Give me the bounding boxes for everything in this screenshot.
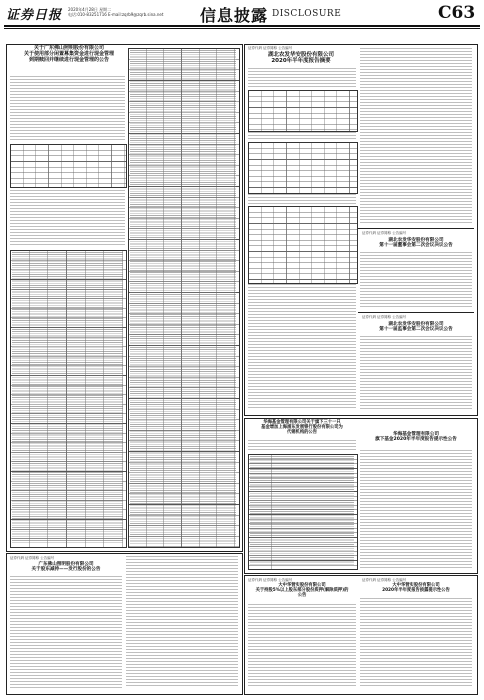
text-block	[248, 440, 356, 452]
text-block	[360, 252, 472, 308]
article-title	[14, 46, 124, 63]
header-rule	[4, 25, 480, 27]
header-date: 2020年4月28日 星期二	[68, 7, 112, 12]
stock-code-line: 证券代码 证券简称 公告编号	[10, 556, 55, 560]
text-block	[360, 450, 472, 568]
section-title: 信息披露	[200, 6, 269, 25]
title-line: 基金增加上海浦东发展银行股份有限公司为	[261, 424, 343, 430]
text-block	[126, 556, 238, 688]
title-line: 湖北农发华安股份有限公司	[267, 52, 334, 58]
divider	[358, 228, 474, 229]
text-block	[10, 190, 125, 246]
text-block	[360, 598, 472, 688]
article-title	[246, 421, 358, 436]
title-line: 大中华营实股份有限公司	[278, 583, 326, 588]
data-table	[248, 142, 358, 194]
text-block	[360, 336, 472, 410]
title-line: 华海基金管理有限公司	[393, 432, 439, 437]
title-line: 第十一届监事会第二次会议决议公告	[379, 327, 453, 333]
table-cells	[12, 252, 123, 544]
data-table	[248, 90, 358, 132]
newspaper-logo: 证券日报	[6, 8, 63, 23]
text-block	[248, 604, 356, 688]
title-line: 关于使用部分闲置募集资金进行现金管理	[23, 50, 114, 57]
title-line: 关于持股5%以上股东部分股份质押(解除质押)的	[255, 587, 349, 593]
article-title	[360, 584, 472, 594]
divider	[358, 312, 474, 313]
article-title	[360, 432, 472, 443]
stock-code-line: 证券代码 证券简称 公告编号	[248, 578, 293, 582]
stock-code-line: 证券代码 证券简称 公告编号	[248, 46, 293, 50]
title-line: 大中华营实股份有限公司	[392, 583, 440, 588]
article-title	[360, 322, 472, 333]
title-line: 关于广东佛山照明股份有限公司	[33, 45, 104, 51]
header-rule-thin	[4, 28, 480, 29]
stock-code-line: 证券代码 证券简称 公告编号	[362, 315, 407, 319]
text-block	[248, 132, 356, 140]
title-line: 湖北农发华安股份有限公司	[388, 238, 444, 243]
article-title	[246, 52, 356, 65]
title-line: 到期赎回并继续进行现金管理的公告	[28, 56, 109, 63]
stock-code-line: 证券代码 证券简称 公告编号	[362, 578, 407, 582]
text-block	[10, 576, 122, 688]
title-line: 公告	[297, 592, 307, 598]
text-block	[248, 284, 356, 410]
title-line: 华海基金管理有限公司关于旗下三十一只	[263, 420, 341, 425]
data-table	[10, 144, 127, 188]
text-block	[248, 68, 356, 88]
text-block	[360, 48, 472, 224]
table-cells	[130, 50, 236, 544]
text-block	[248, 194, 356, 204]
section-subtitle: DISCLOSURE	[272, 9, 342, 19]
page-number: C63	[438, 3, 476, 23]
title-line: 广东佛山照明股份有限公司	[38, 562, 94, 567]
stock-code-line: 证券代码 证券简称 公告编号	[362, 231, 407, 235]
title-line: 2020年半年度报告摘要	[271, 58, 331, 65]
title-line: 旗下基金2020年半年度报告提示性公告	[375, 437, 457, 443]
article-title	[246, 584, 358, 599]
header-meta	[68, 7, 163, 17]
title-line: 湖北农发华安股份有限公司	[388, 322, 444, 327]
title-line: 第十一届董事会第二次会议决议公告	[379, 243, 453, 249]
title-line: 关于股东减持——发行股份的公告	[31, 567, 101, 573]
article-title	[360, 238, 472, 249]
header-contact: 电话:010-83251716 E-mail:zqrb9@zqrb.sina.net	[68, 12, 164, 17]
text-block	[10, 76, 125, 142]
data-table	[248, 206, 358, 284]
table-cells	[250, 456, 354, 566]
article-title	[10, 562, 122, 573]
title-line: 2020年半年度报告披露提示性公告	[382, 587, 450, 593]
title-line: 代销机构的公告	[286, 429, 318, 435]
